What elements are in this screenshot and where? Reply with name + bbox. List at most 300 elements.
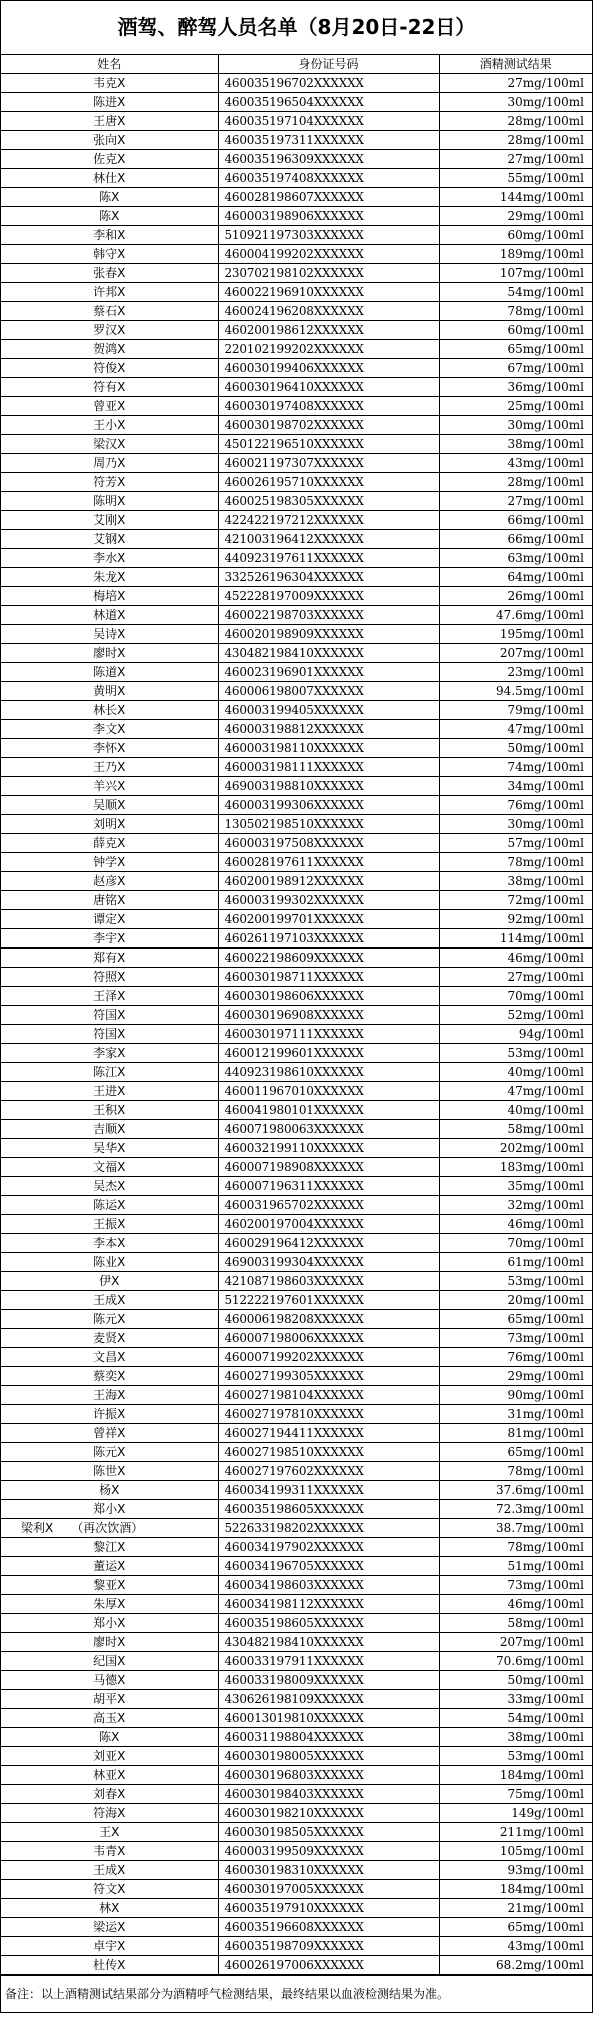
cell-name: 文昌X — [1, 1348, 218, 1367]
cell-id-number: 460035196504XXXXXX — [218, 93, 439, 112]
cell-name: 符国X — [1, 1025, 218, 1044]
cell-name: 梁利X （再次饮酒） — [1, 1519, 218, 1538]
table-row — [1, 1196, 592, 1215]
cell-alcohol-result: 30mg/100ml — [439, 815, 592, 834]
cell-alcohol-result: 144mg/100ml — [439, 188, 592, 207]
cell-name: 陈世X — [1, 1462, 218, 1481]
cell-alcohol-result: 94.5mg/100ml — [439, 682, 592, 701]
cell-id-number: 460003198111XXXXXX — [218, 758, 439, 777]
cell-name: 王唐X — [1, 112, 218, 131]
cell-alcohol-result: 50mg/100ml — [439, 739, 592, 758]
header-alcohol-result: 酒精测试结果 — [439, 55, 592, 74]
table-row — [1, 1823, 592, 1842]
cell-name: 陈X — [1, 1728, 218, 1747]
cell-id-number: 460027198104XXXXXX — [218, 1386, 439, 1405]
cell-id-number: 422422197212XXXXXX — [218, 511, 439, 530]
cell-alcohol-result: 34mg/100ml — [439, 777, 592, 796]
cell-alcohol-result: 66mg/100ml — [439, 530, 592, 549]
cell-id-number: 469003198810XXXXXX — [218, 777, 439, 796]
cell-id-number: 460003198906XXXXXX — [218, 207, 439, 226]
cell-name: 李水X — [1, 549, 218, 568]
table-row — [1, 1348, 592, 1367]
cell-alcohol-result: 76mg/100ml — [439, 1348, 592, 1367]
cell-name: 李和X — [1, 226, 218, 245]
cell-id-number: 130502198510XXXXXX — [218, 815, 439, 834]
cell-alcohol-result: 189mg/100ml — [439, 245, 592, 264]
table-row — [1, 1633, 592, 1652]
cell-name: 王积X — [1, 1101, 218, 1120]
cell-id-number: 460030197005XXXXXX — [218, 1880, 439, 1899]
cell-alcohol-result: 63mg/100ml — [439, 549, 592, 568]
cell-name: 王泽X — [1, 987, 218, 1006]
cell-id-number: 460035198709XXXXXX — [218, 1937, 439, 1956]
cell-id-number: 460030196410XXXXXX — [218, 378, 439, 397]
cell-alcohol-result: 184mg/100ml — [439, 1766, 592, 1785]
cell-name: 文福X — [1, 1158, 218, 1177]
cell-name: 王振X — [1, 1215, 218, 1234]
cell-alcohol-result: 70.6mg/100ml — [439, 1652, 592, 1671]
cell-alcohol-result: 75mg/100ml — [439, 1785, 592, 1804]
cell-alcohol-result: 78mg/100ml — [439, 302, 592, 321]
table-row — [1, 302, 592, 321]
table-row — [1, 473, 592, 492]
cell-name: 李怀X — [1, 739, 218, 758]
cell-id-number: 430482198410XXXXXX — [218, 1633, 439, 1652]
table-row — [1, 283, 592, 302]
cell-name: 林道X — [1, 606, 218, 625]
cell-name: 陈道X — [1, 663, 218, 682]
cell-id-number: 460030198210XXXXXX — [218, 1804, 439, 1823]
cell-alcohol-result: 30mg/100ml — [439, 416, 592, 435]
table-row — [1, 1044, 592, 1063]
table-row — [1, 929, 592, 949]
cell-id-number: 460006198007XXXXXX — [218, 682, 439, 701]
cell-alcohol-result: 57mg/100ml — [439, 834, 592, 853]
cell-name: 韩守X — [1, 245, 218, 264]
cell-alcohol-result: 73mg/100ml — [439, 1329, 592, 1348]
cell-alcohol-result: 38mg/100ml — [439, 435, 592, 454]
cell-id-number: 460034198603XXXXXX — [218, 1576, 439, 1595]
table-row — [1, 644, 592, 663]
cell-alcohol-result: 28mg/100ml — [439, 131, 592, 150]
cell-name: 廖时X — [1, 1633, 218, 1652]
cell-name: 麦贤X — [1, 1329, 218, 1348]
cell-id-number: 460200199701XXXXXX — [218, 910, 439, 929]
table-row — [1, 606, 592, 625]
cell-id-number: 460013019810XXXXXX — [218, 1709, 439, 1728]
table-row — [1, 112, 592, 131]
cell-id-number: 460004199202XXXXXX — [218, 245, 439, 264]
table-row — [1, 758, 592, 777]
table-row — [1, 131, 592, 150]
cell-alcohol-result: 65mg/100ml — [439, 1443, 592, 1462]
cell-name: 董运X — [1, 1557, 218, 1576]
cell-id-number: 460025198305XXXXXX — [218, 492, 439, 511]
cell-id-number: 460026197006XXXXXX — [218, 1956, 439, 1975]
cell-id-number: 460261197103XXXXXX — [218, 929, 439, 949]
cell-alcohol-result: 53mg/100ml — [439, 1044, 592, 1063]
cell-name: 张春X — [1, 264, 218, 283]
cell-name: 李家X — [1, 1044, 218, 1063]
table-row — [1, 340, 592, 359]
sheet-title: 酒驾、醉驾人员名单（8月20日-22日） — [1, 1, 592, 55]
cell-alcohol-result: 35mg/100ml — [439, 1177, 592, 1196]
cell-id-number: 460034199311XXXXXX — [218, 1481, 439, 1500]
cell-name: 赵彦X — [1, 872, 218, 891]
cell-id-number: 460020198909XXXXXX — [218, 625, 439, 644]
table-row — [1, 1709, 592, 1728]
cell-alcohol-result: 29mg/100ml — [439, 207, 592, 226]
cell-alcohol-result: 30mg/100ml — [439, 93, 592, 112]
cell-name: 吴华X — [1, 1139, 218, 1158]
cell-id-number: 460200198612XXXXXX — [218, 321, 439, 340]
cell-id-number: 430626198109XXXXXX — [218, 1690, 439, 1709]
cell-name: 王小X — [1, 416, 218, 435]
table-row — [1, 1405, 592, 1424]
cell-id-number: 440923198610XXXXXX — [218, 1063, 439, 1082]
cell-id-number: 460035197311XXXXXX — [218, 131, 439, 150]
cell-name: 符有X — [1, 378, 218, 397]
cell-alcohol-result: 72.3mg/100ml — [439, 1500, 592, 1519]
cell-alcohol-result: 64mg/100ml — [439, 568, 592, 587]
cell-alcohol-result: 68.2mg/100ml — [439, 1956, 592, 1975]
table-row — [1, 1861, 592, 1880]
cell-alcohol-result: 50mg/100ml — [439, 1671, 592, 1690]
table-row — [1, 1443, 592, 1462]
table-row — [1, 74, 592, 93]
cell-id-number: 460028197611XXXXXX — [218, 853, 439, 872]
cell-id-number: 460035198605XXXXXX — [218, 1614, 439, 1633]
table-row — [1, 169, 592, 188]
cell-name: 刘亚X — [1, 1747, 218, 1766]
cell-id-number: 460028198607XXXXXX — [218, 188, 439, 207]
cell-alcohol-result: 33mg/100ml — [439, 1690, 592, 1709]
cell-alcohol-result: 65mg/100ml — [439, 1310, 592, 1329]
cell-id-number: 460006198208XXXXXX — [218, 1310, 439, 1329]
cell-id-number: 460032199110XXXXXX — [218, 1139, 439, 1158]
cell-id-number: 460030198005XXXXXX — [218, 1747, 439, 1766]
cell-name: 符芳X — [1, 473, 218, 492]
cell-name: 钟学X — [1, 853, 218, 872]
cell-id-number: 460007196311XXXXXX — [218, 1177, 439, 1196]
cell-id-number: 460035197408XXXXXX — [218, 169, 439, 188]
cell-id-number: 460031965702XXXXXX — [218, 1196, 439, 1215]
cell-name: 许邦X — [1, 283, 218, 302]
cell-id-number: 460027194411XXXXXX — [218, 1424, 439, 1443]
cell-name: 陈业X — [1, 1253, 218, 1272]
cell-name: 朱龙X — [1, 568, 218, 587]
cell-alcohol-result: 202mg/100ml — [439, 1139, 592, 1158]
table-row — [1, 1481, 592, 1500]
cell-alcohol-result: 27mg/100ml — [439, 150, 592, 169]
table-row — [1, 530, 592, 549]
cell-alcohol-result: 55mg/100ml — [439, 169, 592, 188]
cell-id-number: 460003197508XXXXXX — [218, 834, 439, 853]
cell-name: 佐克X — [1, 150, 218, 169]
cell-name: 林长X — [1, 701, 218, 720]
cell-name: 郑小X — [1, 1500, 218, 1519]
cell-id-number: 460200198912XXXXXX — [218, 872, 439, 891]
cell-alcohol-result: 149g/100ml — [439, 1804, 592, 1823]
table-row — [1, 1215, 592, 1234]
cell-alcohol-result: 37.6mg/100ml — [439, 1481, 592, 1500]
cell-id-number: 460071980063XXXXXX — [218, 1120, 439, 1139]
table-row — [1, 245, 592, 264]
cell-name: 陈元X — [1, 1310, 218, 1329]
cell-name: 曾亚X — [1, 397, 218, 416]
table-row — [1, 1234, 592, 1253]
cell-alcohol-result: 65mg/100ml — [439, 340, 592, 359]
cell-alcohol-result: 79mg/100ml — [439, 701, 592, 720]
cell-id-number: 460030196908XXXXXX — [218, 1006, 439, 1025]
table-row — [1, 1101, 592, 1120]
cell-id-number: 460030197111XXXXXX — [218, 1025, 439, 1044]
cell-alcohol-result: 211mg/100ml — [439, 1823, 592, 1842]
table-row — [1, 207, 592, 226]
cell-alcohol-result: 61mg/100ml — [439, 1253, 592, 1272]
cell-name: 郑有X — [1, 948, 218, 968]
cell-alcohol-result: 32mg/100ml — [439, 1196, 592, 1215]
cell-alcohol-result: 27mg/100ml — [439, 74, 592, 93]
cell-alcohol-result: 60mg/100ml — [439, 321, 592, 340]
table-row — [1, 1690, 592, 1709]
cell-alcohol-result: 107mg/100ml — [439, 264, 592, 283]
table-row — [1, 1139, 592, 1158]
cell-alcohol-result: 66mg/100ml — [439, 511, 592, 530]
cell-name: 符俊X — [1, 359, 218, 378]
cell-id-number: 460030198711XXXXXX — [218, 968, 439, 987]
cell-id-number: 460030198403XXXXXX — [218, 1785, 439, 1804]
cell-id-number: 460035196702XXXXXX — [218, 74, 439, 93]
table-row — [1, 1158, 592, 1177]
cell-alcohol-result: 184mg/100ml — [439, 1880, 592, 1899]
cell-id-number: 430482198410XXXXXX — [218, 644, 439, 663]
cell-alcohol-result: 54mg/100ml — [439, 1709, 592, 1728]
cell-alcohol-result: 114mg/100ml — [439, 929, 592, 949]
table-row — [1, 435, 592, 454]
cell-id-number: 460029196412XXXXXX — [218, 1234, 439, 1253]
cell-alcohol-result: 105mg/100ml — [439, 1842, 592, 1861]
cell-name: 贺鸿X — [1, 340, 218, 359]
table-row — [1, 1937, 592, 1956]
cell-id-number: 460003198812XXXXXX — [218, 720, 439, 739]
cell-alcohol-result: 46mg/100ml — [439, 948, 592, 968]
cell-alcohol-result: 28mg/100ml — [439, 112, 592, 131]
cell-name: 林X — [1, 1899, 218, 1918]
header-name: 姓名 — [1, 55, 218, 74]
cell-name: 朱厚X — [1, 1595, 218, 1614]
table-row — [1, 397, 592, 416]
cell-name: 谭定X — [1, 910, 218, 929]
cell-name: 王海X — [1, 1386, 218, 1405]
cell-id-number: 440923197611XXXXXX — [218, 549, 439, 568]
cell-id-number: 220102199202XXXXXX — [218, 340, 439, 359]
cell-id-number: 460034198112XXXXXX — [218, 1595, 439, 1614]
cell-alcohol-result: 67mg/100ml — [439, 359, 592, 378]
table-row — [1, 188, 592, 207]
cell-name: 梅培X — [1, 587, 218, 606]
table-row — [1, 1538, 592, 1557]
cell-name: 符国X — [1, 1006, 218, 1025]
cell-name: 许振X — [1, 1405, 218, 1424]
cell-name: 李本X — [1, 1234, 218, 1253]
table-row — [1, 1785, 592, 1804]
cell-id-number: 460007198006XXXXXX — [218, 1329, 439, 1348]
cell-alcohol-result: 53mg/100ml — [439, 1747, 592, 1766]
cell-alcohol-result: 31mg/100ml — [439, 1405, 592, 1424]
table-row — [1, 739, 592, 758]
table-row — [1, 454, 592, 473]
cell-id-number: 460033198009XXXXXX — [218, 1671, 439, 1690]
cell-alcohol-result: 23mg/100ml — [439, 663, 592, 682]
table-row — [1, 93, 592, 112]
table-row — [1, 568, 592, 587]
cell-name: 梁运X — [1, 1918, 218, 1937]
cell-id-number: 460035198605XXXXXX — [218, 1500, 439, 1519]
cell-alcohol-result: 38.7mg/100ml — [439, 1519, 592, 1538]
table-row — [1, 796, 592, 815]
cell-name: 刘明X — [1, 815, 218, 834]
cell-alcohol-result: 76mg/100ml — [439, 796, 592, 815]
cell-name: 蔡石X — [1, 302, 218, 321]
table-row — [1, 1956, 592, 1975]
cell-id-number: 460030196803XXXXXX — [218, 1766, 439, 1785]
table-row — [1, 1576, 592, 1595]
cell-alcohol-result: 36mg/100ml — [439, 378, 592, 397]
table-row — [1, 1728, 592, 1747]
cell-name: 陈进X — [1, 93, 218, 112]
cell-alcohol-result: 94g/100ml — [439, 1025, 592, 1044]
table-row — [1, 625, 592, 644]
table-row — [1, 549, 592, 568]
cell-id-number: 230702198102XXXXXX — [218, 264, 439, 283]
cell-id-number: 460023196901XXXXXX — [218, 663, 439, 682]
cell-id-number: 460030198702XXXXXX — [218, 416, 439, 435]
cell-alcohol-result: 47.6mg/100ml — [439, 606, 592, 625]
cell-id-number: 460030198310XXXXXX — [218, 1861, 439, 1880]
cell-id-number: 460041980101XXXXXX — [218, 1101, 439, 1120]
cell-id-number: 460022198609XXXXXX — [218, 948, 439, 968]
table-row — [1, 948, 592, 968]
cell-alcohol-result: 28mg/100ml — [439, 473, 592, 492]
cell-name: 吴杰X — [1, 1177, 218, 1196]
table-row — [1, 853, 592, 872]
table-row — [1, 1614, 592, 1633]
cell-alcohol-result: 195mg/100ml — [439, 625, 592, 644]
table-row — [1, 1766, 592, 1785]
cell-name: 王X — [1, 1823, 218, 1842]
cell-name: 马德X — [1, 1671, 218, 1690]
cell-name: 刘春X — [1, 1785, 218, 1804]
table-row — [1, 416, 592, 435]
cell-id-number: 421003196412XXXXXX — [218, 530, 439, 549]
table-row — [1, 1025, 592, 1044]
cell-name: 王乃X — [1, 758, 218, 777]
table-row — [1, 1918, 592, 1937]
cell-alcohol-result: 207mg/100ml — [439, 1633, 592, 1652]
cell-alcohol-result: 183mg/100ml — [439, 1158, 592, 1177]
cell-name: 林仕X — [1, 169, 218, 188]
table-row — [1, 682, 592, 701]
cell-alcohol-result: 58mg/100ml — [439, 1614, 592, 1633]
cell-name: 周乃X — [1, 454, 218, 473]
table-row — [1, 834, 592, 853]
table-row — [1, 1177, 592, 1196]
cell-alcohol-result: 38mg/100ml — [439, 1728, 592, 1747]
table-row — [1, 1253, 592, 1272]
cell-alcohol-result: 40mg/100ml — [439, 1063, 592, 1082]
cell-id-number: 460034196705XXXXXX — [218, 1557, 439, 1576]
table-row — [1, 378, 592, 397]
cell-id-number: 460027198510XXXXXX — [218, 1443, 439, 1462]
cell-name: 黄明X — [1, 682, 218, 701]
table-row — [1, 1519, 592, 1538]
cell-alcohol-result: 38mg/100ml — [439, 872, 592, 891]
cell-id-number: 460003198110XXXXXX — [218, 739, 439, 758]
table-row — [1, 1842, 592, 1861]
cell-alcohol-result: 20mg/100ml — [439, 1291, 592, 1310]
cell-alcohol-result: 92mg/100ml — [439, 910, 592, 929]
cell-name: 吴诗X — [1, 625, 218, 644]
table-row — [1, 968, 592, 987]
cell-alcohol-result: 25mg/100ml — [439, 397, 592, 416]
cell-name: 林亚X — [1, 1766, 218, 1785]
cell-alcohol-result: 58mg/100ml — [439, 1120, 592, 1139]
table-row — [1, 1120, 592, 1139]
cell-name: 吉顺X — [1, 1120, 218, 1139]
cell-name: 王进X — [1, 1082, 218, 1101]
cell-name: 张向X — [1, 131, 218, 150]
cell-name: 吴顺X — [1, 796, 218, 815]
cell-name: 韦克X — [1, 74, 218, 93]
table-row — [1, 1272, 592, 1291]
cell-name: 陈江X — [1, 1063, 218, 1082]
table-row — [1, 1747, 592, 1766]
table-row — [1, 321, 592, 340]
cell-alcohol-result: 40mg/100ml — [439, 1101, 592, 1120]
cell-name: 蔡奕X — [1, 1367, 218, 1386]
cell-alcohol-result: 81mg/100ml — [439, 1424, 592, 1443]
cell-alcohol-result: 207mg/100ml — [439, 644, 592, 663]
table-row — [1, 815, 592, 834]
cell-id-number: 460024196208XXXXXX — [218, 302, 439, 321]
cell-alcohol-result: 53mg/100ml — [439, 1272, 592, 1291]
table-row — [1, 872, 592, 891]
table-row — [1, 1652, 592, 1671]
table-row — [1, 1329, 592, 1348]
cell-alcohol-result: 73mg/100ml — [439, 1576, 592, 1595]
cell-id-number: 460003199405XXXXXX — [218, 701, 439, 720]
table-row — [1, 1595, 592, 1614]
cell-name: 胡平X — [1, 1690, 218, 1709]
cell-name: 韦青X — [1, 1842, 218, 1861]
cell-name: 廖时X — [1, 644, 218, 663]
cell-id-number: 332526196304XXXXXX — [218, 568, 439, 587]
cell-id-number: 460021197307XXXXXX — [218, 454, 439, 473]
cell-name: 高玉X — [1, 1709, 218, 1728]
table-row — [1, 264, 592, 283]
cell-name: 陈明X — [1, 492, 218, 511]
table-row — [1, 891, 592, 910]
cell-name: 王成X — [1, 1291, 218, 1310]
table-row — [1, 1500, 592, 1519]
cell-name: 陈X — [1, 207, 218, 226]
table-row — [1, 987, 592, 1006]
cell-name: 符文X — [1, 1880, 218, 1899]
cell-id-number: 512222197601XXXXXX — [218, 1291, 439, 1310]
cell-id-number: 460031198804XXXXXX — [218, 1728, 439, 1747]
table-row — [1, 1386, 592, 1405]
